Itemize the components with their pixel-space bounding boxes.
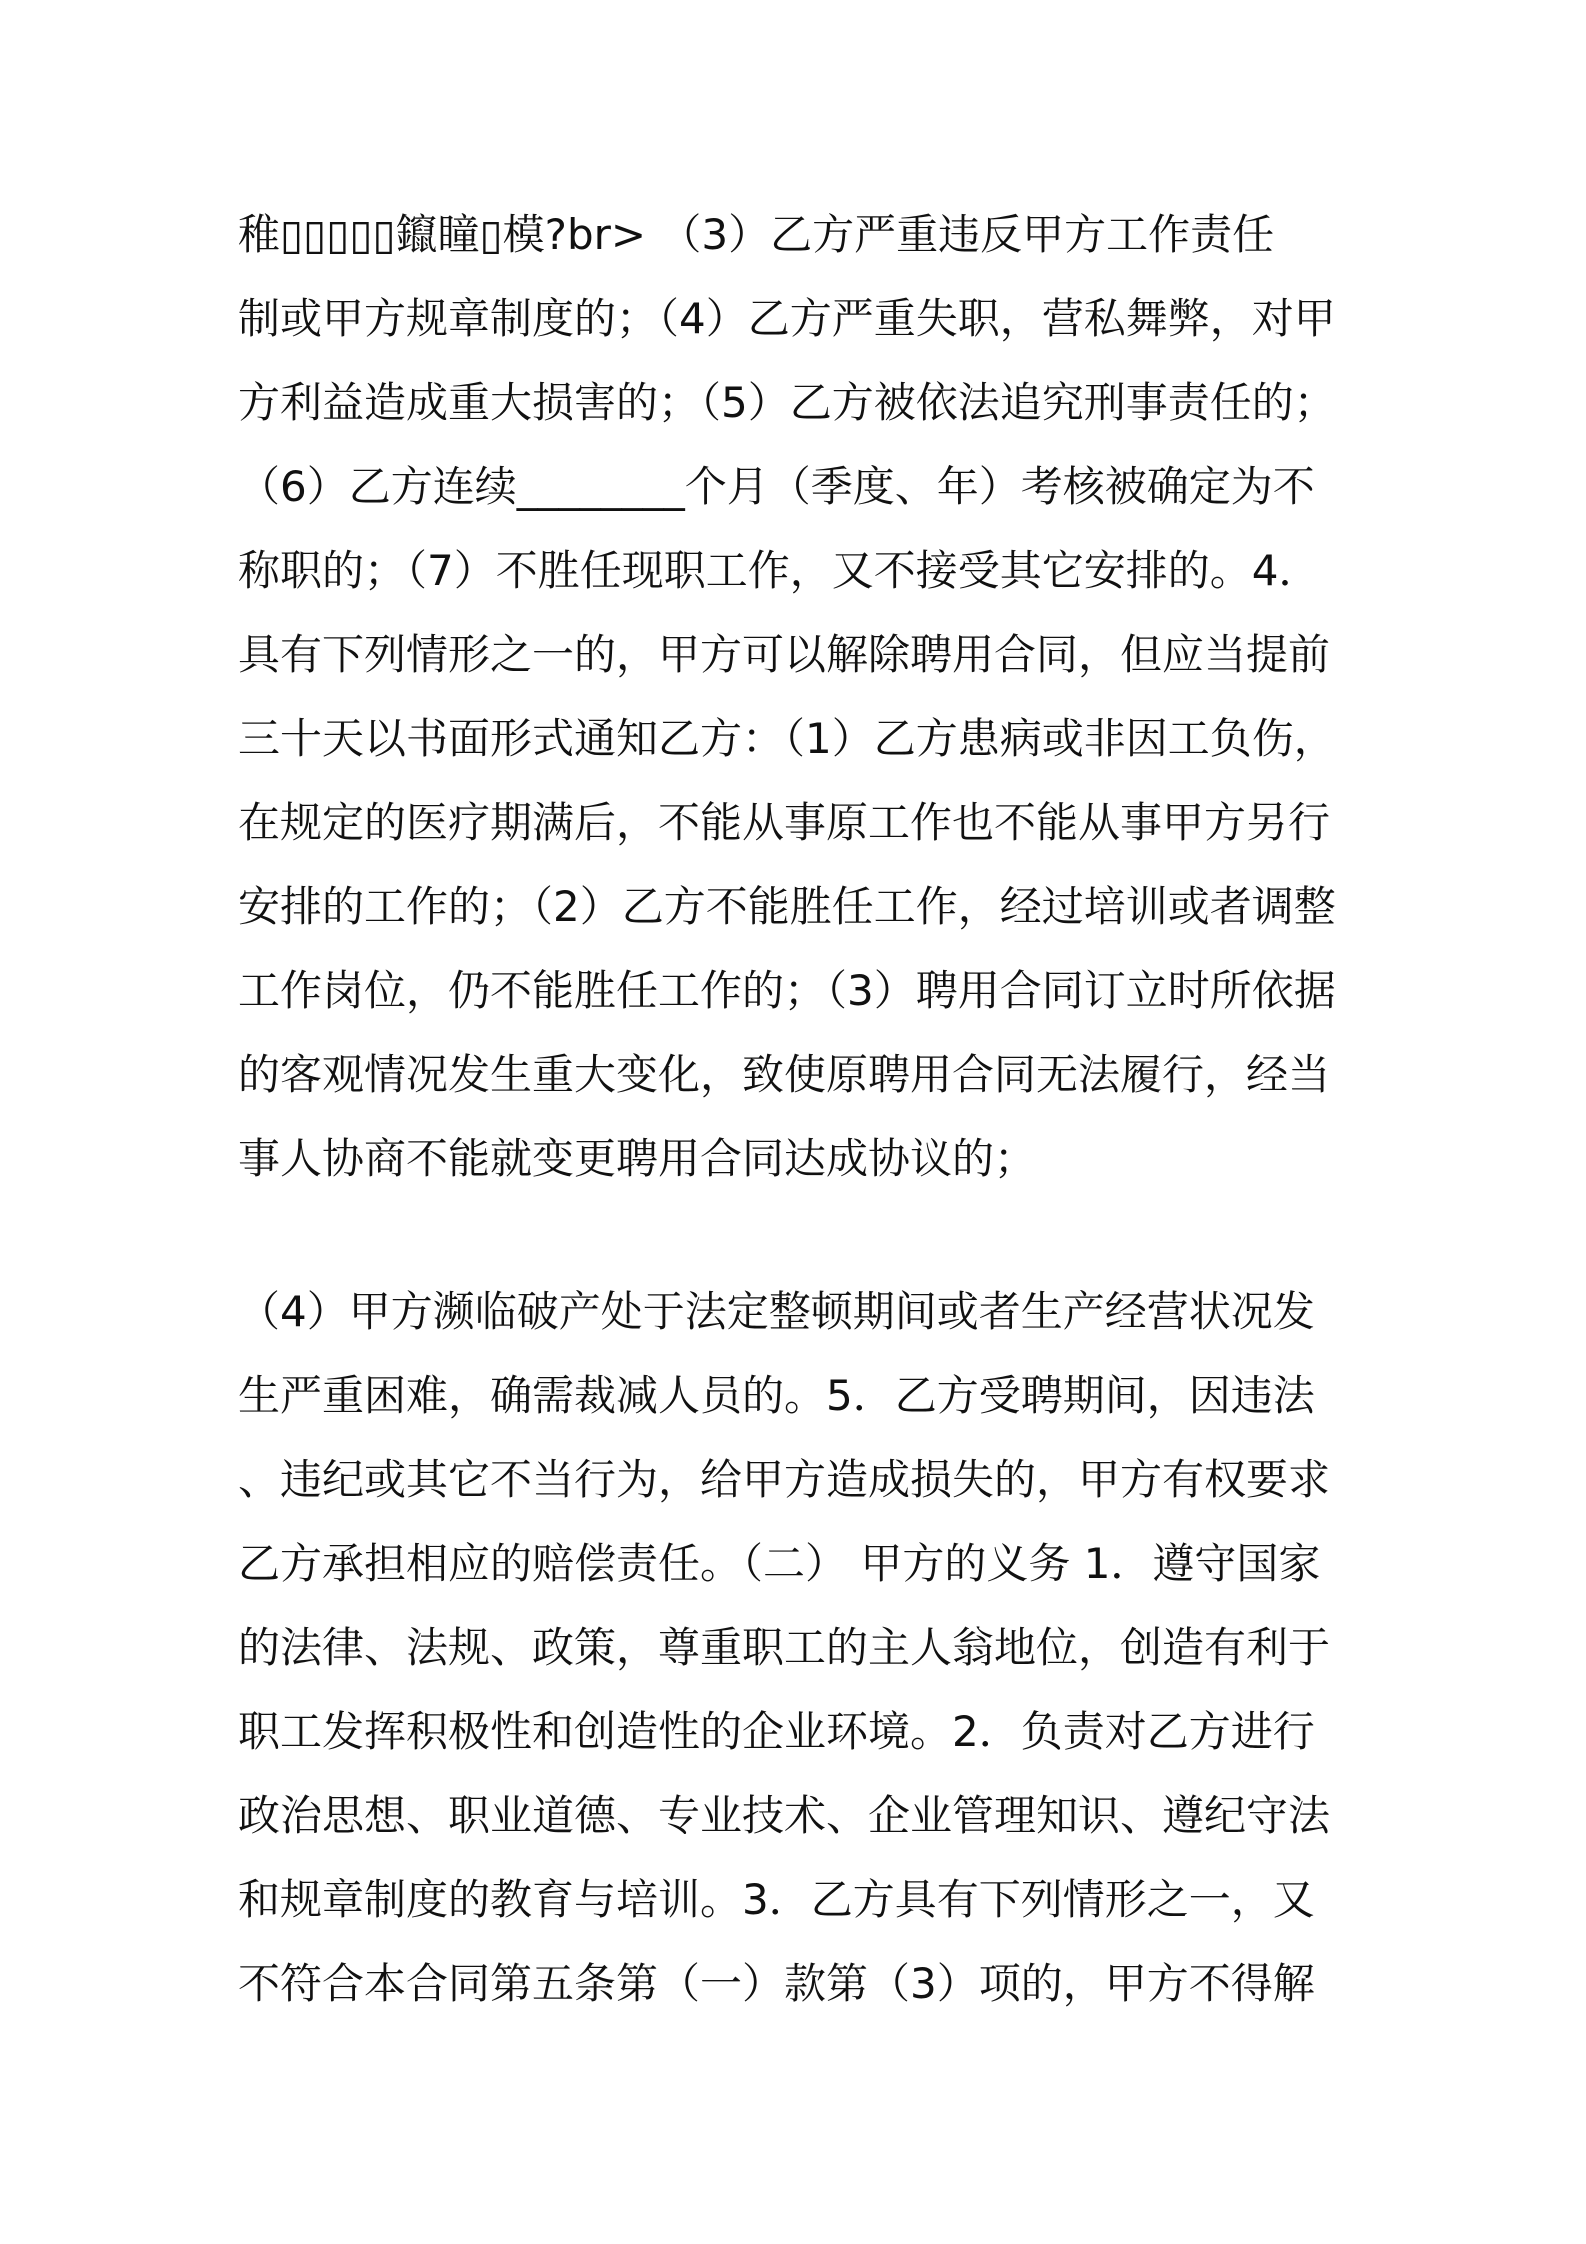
text-line: 和规章制度的教育与培训。3．乙方具有下列情形之一，又 (238, 1875, 1315, 1924)
text-line: 生严重困难，确需裁减人员的。5．乙方受聘期间，因违法 (238, 1371, 1315, 1420)
text-line: 不符合本合同第五条第（一）款第（3）项的，甲方不得解 (238, 1959, 1315, 2008)
text-line: 在规定的医疗期满后，不能从事原工作也不能从事甲方另行 (238, 798, 1331, 847)
text-line: 职工发挥积极性和创造性的企业环境。2．负责对乙方进行 (238, 1707, 1315, 1756)
text-line: 稚▯▯▯▯▯鑹瞳▯模?br> （3）乙方严重违反甲方工作责任 (238, 210, 1275, 259)
text-line: 的法律、法规、政策，尊重职工的主人翁地位，创造有利于 (238, 1623, 1331, 1672)
text-line: 制或甲方规章制度的；（4）乙方严重失职，营私舞弊，对甲 (238, 294, 1336, 343)
text-line: 事人协商不能就变更聘用合同达成协议的； (238, 1134, 1037, 1183)
text-line: （6）乙方连续________个月（季度、年）考核被确定为不 (238, 462, 1315, 511)
text-line: 乙方承担相应的赔偿责任。（二） 甲方的义务 1．遵守国家 (238, 1539, 1321, 1588)
text-line: 安排的工作的；（2）乙方不能胜任工作，经过培训或者调整 (238, 882, 1336, 931)
text-line: （4）甲方濒临破产处于法定整顿期间或者生产经营状况发 (238, 1287, 1315, 1336)
paragraph-2 (238, 1270, 1358, 2026)
text-line: 、违纪或其它不当行为，给甲方造成损失的，甲方有权要求 (238, 1455, 1331, 1504)
text-line: 工作岗位，仍不能胜任工作的；（3）聘用合同订立时所依据 (238, 966, 1336, 1015)
text-line: 方利益造成重大损害的；（5）乙方被依法追究刑事责任的； (238, 378, 1336, 427)
text-line: 具有下列情形之一的，甲方可以解除聘用合同，但应当提前 (238, 630, 1331, 679)
text-line: 政治思想、职业道德、专业技术、企业管理知识、遵纪守法 (238, 1791, 1331, 1840)
paragraph-1 (238, 193, 1358, 1201)
text-line: 的客观情况发生重大变化，致使原聘用合同无法履行，经当 (238, 1050, 1331, 1099)
text-line: 称职的；（7）不胜任现职工作，又不接受其它安排的。4． (238, 546, 1321, 595)
text-line: 三十天以书面形式通知乙方：（1）乙方患病或非因工负伤， (238, 714, 1336, 763)
